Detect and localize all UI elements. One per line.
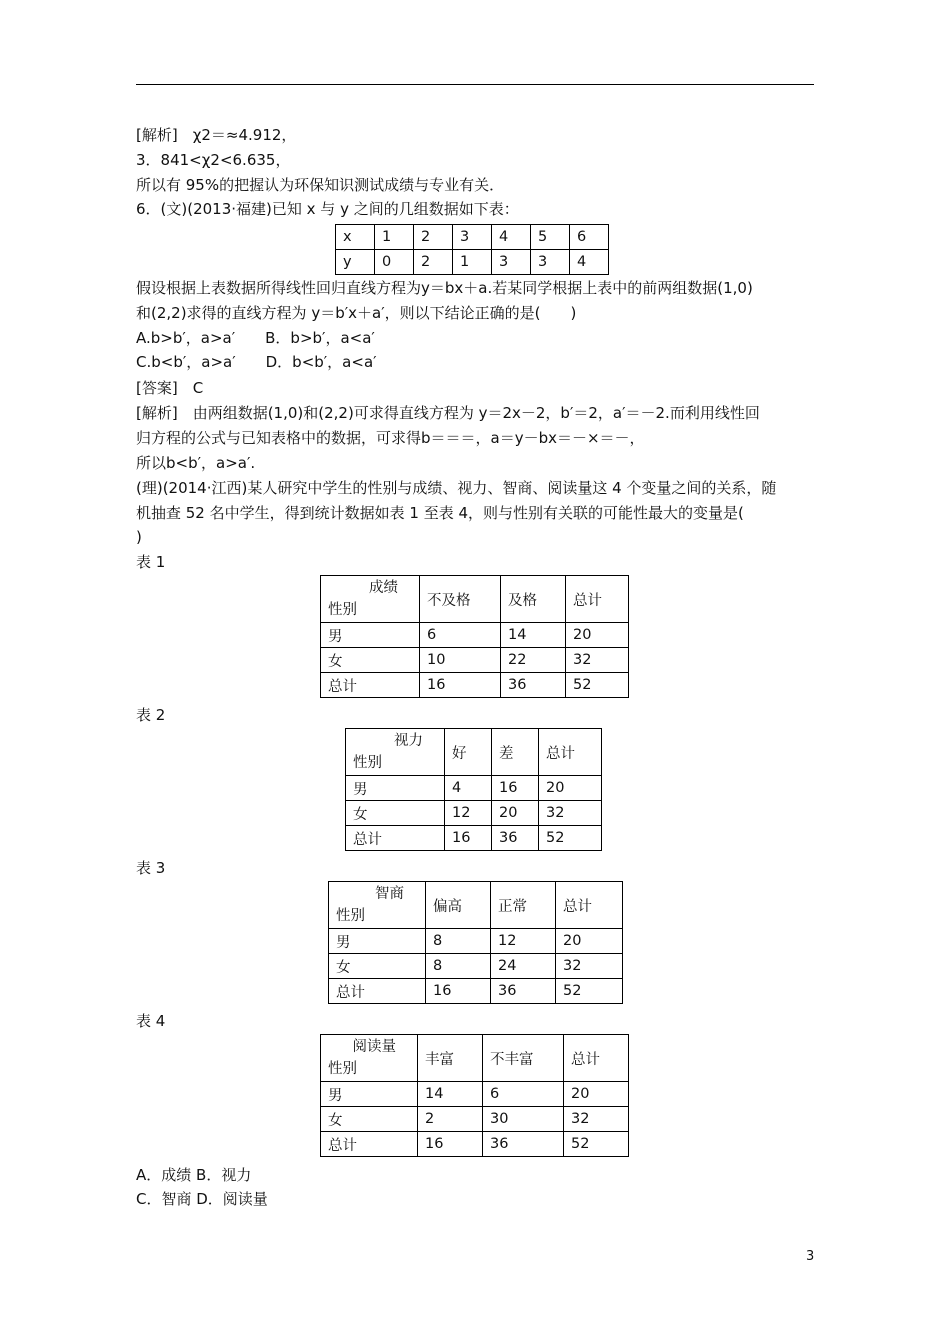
question-6-body-1: 假设根据上表数据所得线性回归直线方程为y＝bx＋a.若某同学根据上表中的前两组数据(1,0) [136, 279, 753, 297]
column-header: 及格 [501, 576, 566, 623]
table-cell: 5 [531, 225, 570, 250]
analysis-chi-square: [解析] χ2＝≈4.912， [136, 126, 297, 144]
table-cell: 20 [564, 1082, 629, 1107]
table-cell: x [336, 225, 375, 250]
table-cell: 32 [566, 648, 629, 673]
table-cell: 12 [445, 801, 492, 826]
table-cell: 36 [492, 826, 539, 851]
table-row [321, 1082, 629, 1107]
table-cell: 4 [445, 776, 492, 801]
table-cell: 3 [492, 250, 531, 275]
column-header: 不丰富 [483, 1035, 564, 1082]
table-cell: 20 [492, 801, 539, 826]
table-row [346, 776, 602, 801]
table-1 [320, 575, 629, 698]
table-cell: 2 [414, 225, 453, 250]
column-header: 差 [492, 729, 539, 776]
options-a-b-final: A．成绩 B．视力 [136, 1166, 252, 1184]
table-cell: 总计 [346, 826, 445, 851]
question-6-body-2: 和(2,2)求得的直线方程为 y＝b′x＋a′，则以下结论正确的是( ) [136, 304, 577, 322]
conclusion-95: 所以有 95%的把握认为环保知识测试成绩与专业有关． [136, 176, 505, 194]
table-row [321, 1132, 629, 1157]
column-header: 偏高 [426, 882, 491, 929]
header-cell [321, 576, 420, 623]
analysis-2: 归方程的公式与已知表格中的数据，可求得b＝＝＝，a＝y－bx＝－×＝－， [136, 429, 645, 447]
table-row [336, 250, 609, 275]
table-cell: 8 [426, 954, 491, 979]
table-row [321, 673, 629, 698]
table-cell: 16 [445, 826, 492, 851]
table-row [346, 801, 602, 826]
table-cell: 10 [420, 648, 501, 673]
table-row [336, 225, 609, 250]
question-li-1: (理)(2014·江西)某人研究中学生的性别与成绩、视力、智商、阅读量这 4 个变量之间的关系，随 [136, 479, 777, 497]
table-cell: 女 [329, 954, 426, 979]
table-3 [328, 881, 623, 1004]
table-cell: 女 [321, 1107, 418, 1132]
column-header: 不及格 [420, 576, 501, 623]
table-cell: 女 [346, 801, 445, 826]
question-6-stem: 6．(文)(2013·福建)已知 x 与 y 之间的几组数据如下表： [136, 200, 519, 218]
question-li-2: 机抽查 52 名中学生，得到统计数据如表 1 至表 4，则与性别有关联的可能性最大的变量是( [136, 504, 744, 522]
table-cell: 16 [420, 673, 501, 698]
analysis-1: [解析] 由两组数据(1,0)和(2,2)可求得直线方程为 y＝2x－2，b′＝2，a′＝－2.而利用线性回 [136, 404, 760, 422]
table-cell: 男 [329, 929, 426, 954]
table-cell: 6 [483, 1082, 564, 1107]
table-1-label: 表 1 [136, 553, 166, 571]
table-header-row [321, 576, 629, 623]
table-cell: 8 [426, 929, 491, 954]
table-3-label: 表 3 [136, 859, 166, 877]
table-cell: 1 [375, 225, 414, 250]
table-cell: 3 [453, 225, 492, 250]
table-cell: 0 [375, 250, 414, 275]
variable-label: 阅读量 [352, 1039, 396, 1055]
table-cell: 男 [321, 1082, 418, 1107]
variable-label: 成绩 [369, 580, 398, 596]
table-cell: 32 [539, 801, 602, 826]
table-cell: 6 [570, 225, 609, 250]
table-cell: 总计 [329, 979, 426, 1004]
question-li-3: ) [136, 528, 142, 546]
table-cell: 2 [414, 250, 453, 275]
gender-label: 性别 [328, 1061, 357, 1077]
table-cell: 24 [491, 954, 556, 979]
variable-label: 视力 [394, 733, 423, 749]
table-row [329, 979, 623, 1004]
table-header-row [346, 729, 602, 776]
table-row [321, 1107, 629, 1132]
table-cell: 4 [570, 250, 609, 275]
table-row [321, 648, 629, 673]
column-header: 总计 [556, 882, 623, 929]
header-cell [346, 729, 445, 776]
table-cell: 36 [483, 1132, 564, 1157]
table-cell: 16 [426, 979, 491, 1004]
table-header-row [329, 882, 623, 929]
table-cell: 52 [539, 826, 602, 851]
table-row [321, 623, 629, 648]
table-cell: 女 [321, 648, 420, 673]
table-cell: 总计 [321, 673, 420, 698]
header-cell [329, 882, 426, 929]
column-header: 丰富 [418, 1035, 483, 1082]
table-cell: 36 [501, 673, 566, 698]
options-c-d-final: C．智商 D．阅读量 [136, 1190, 268, 1208]
options-c-d: C.b<b′，a>a′ D．b<b′，a<a′ [136, 353, 377, 371]
table-2-label: 表 2 [136, 706, 166, 724]
table-cell: 20 [566, 623, 629, 648]
table-cell: 36 [491, 979, 556, 1004]
table-cell: 总计 [321, 1132, 418, 1157]
table-cell: 2 [418, 1107, 483, 1132]
table-header-row [321, 1035, 629, 1082]
table-cell: 52 [556, 979, 623, 1004]
table-cell: 4 [492, 225, 531, 250]
table-row [329, 954, 623, 979]
table-cell: 1 [453, 250, 492, 275]
table-cell: 3 [531, 250, 570, 275]
column-header: 正常 [491, 882, 556, 929]
answer: [答案] C [136, 379, 204, 397]
column-header: 好 [445, 729, 492, 776]
table-cell: 16 [418, 1132, 483, 1157]
table-cell: 52 [564, 1132, 629, 1157]
gender-label: 性别 [336, 908, 365, 924]
table-cell: 32 [564, 1107, 629, 1132]
xy-data-table [335, 224, 609, 275]
table-4-label: 表 4 [136, 1012, 166, 1030]
gender-label: 性别 [353, 755, 382, 771]
table-cell: 20 [539, 776, 602, 801]
table-4 [320, 1034, 629, 1157]
table-cell: 30 [483, 1107, 564, 1132]
options-a-b: A.b>b′，a>a′ B．b>b′，a<a′ [136, 329, 375, 347]
table-2 [345, 728, 602, 851]
table-cell: 52 [566, 673, 629, 698]
variable-label: 智商 [375, 886, 404, 902]
gender-label: 性别 [328, 602, 357, 618]
header-cell [321, 1035, 418, 1082]
column-header: 总计 [564, 1035, 629, 1082]
page-number: 3 [806, 1249, 815, 1264]
table-cell: 14 [501, 623, 566, 648]
table-cell: 12 [491, 929, 556, 954]
table-cell: 男 [346, 776, 445, 801]
table-cell: y [336, 250, 375, 275]
table-cell: 22 [501, 648, 566, 673]
column-header: 总计 [539, 729, 602, 776]
column-header: 总计 [566, 576, 629, 623]
table-cell: 20 [556, 929, 623, 954]
header-rule [136, 84, 814, 85]
chi-square-range: 3．841<χ2<6.635， [136, 151, 291, 169]
table-row [346, 826, 602, 851]
table-cell: 16 [492, 776, 539, 801]
table-row [329, 929, 623, 954]
table-cell: 14 [418, 1082, 483, 1107]
table-cell: 6 [420, 623, 501, 648]
table-cell: 32 [556, 954, 623, 979]
analysis-3: 所以b<b′，a>a′. [136, 454, 256, 472]
table-cell: 男 [321, 623, 420, 648]
